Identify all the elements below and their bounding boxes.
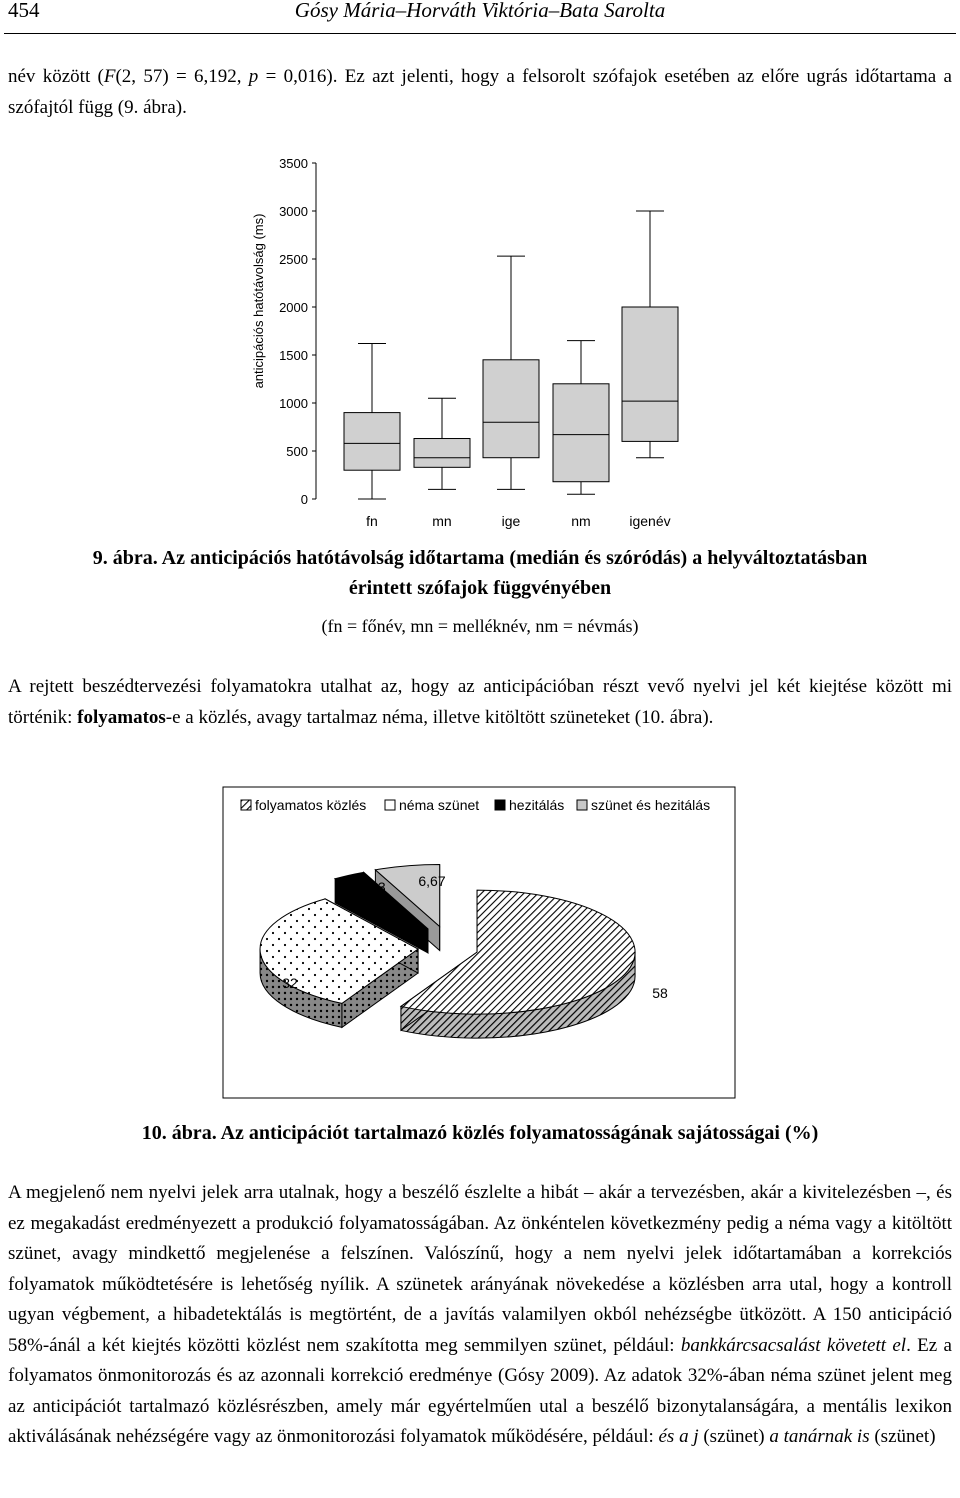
box-nm	[553, 341, 609, 495]
y-tick-label: 3000	[279, 204, 308, 219]
y-tick-label: 500	[286, 444, 308, 459]
page-number: 454	[8, 0, 40, 22]
legend-swatch	[495, 800, 505, 810]
y-tick-label: 0	[300, 492, 308, 507]
y-tick-label: 1500	[279, 348, 308, 363]
y-axis-label: anticipációs hatótávolság (ms)	[251, 213, 266, 389]
legend-label: szünet és hezitálás	[591, 797, 711, 813]
pie-data-label: 3,33	[358, 879, 386, 895]
box-iqr	[553, 384, 609, 482]
figure-10-pie-chart	[0, 780, 960, 1105]
box-ige	[483, 256, 539, 489]
box-iqr	[622, 307, 678, 441]
header-rule	[4, 33, 956, 34]
box-mn	[414, 398, 470, 489]
page-header	[0, 0, 960, 34]
x-tick-label: ige	[501, 513, 521, 529]
figure-9-legend-note: (fn = főnév, mn = melléknév, nm = névmás)	[321, 616, 639, 636]
x-tick-label: mn	[432, 513, 452, 529]
y-tick-label: 2500	[279, 252, 308, 267]
y-tick-label: 3500	[279, 156, 308, 171]
figure-10-caption: 10. ábra. Az anticipációt tartalmazó közlés folyamatosságának sajátosságai (%)	[141, 1122, 819, 1144]
box-igenév	[622, 211, 678, 458]
paragraph-body-2: A rejtett beszédtervezési folyamatokra utalhat az, hogy az anticipációban részt vevő nyelvi jel két kiejtése között mi történik: folyamatos-e a közlés, avagy tartalmaz néma, illetve kitöltött szüneteket (10. ábra).	[8, 676, 952, 728]
y-tick-label: 1000	[279, 396, 308, 411]
box-iqr	[414, 439, 470, 468]
box-iqr	[344, 413, 400, 471]
y-tick-label: 2000	[279, 300, 308, 315]
paragraph-body-3: A megjelenő nem nyelvi jelek arra utalnak, hogy a beszélő észlelte a hibát – akár a tervezésben, akár a kivitelezésben –, és ez megakadást eredményezett a produkció folyamatosságában. Az önkéntelen következmény pedig a néma vagy a kitöltött szünet, avagy mindkettő megjelenése a felszínen. Valószínű, hogy a nem nyelvi jelek időtartamában a korrekciós folyamatok működtetésére is lehetőség nyílik. A szünetek arányának növekedése a közlésben arra utal, hogy a kontroll ugyan végbement, a hibadetektálás is megtörtént, de a javítás valamilyen okból nehézségbe ütközött. A 150 anticipáció 58%-ánál a két kiejtés közötti közlést nem szakította meg semmilyen szünet, például: bankkárcsacsalást követett el. Ez a folyamatos önmonitorozás és az azonnali korrekció eredménye (Gósy 2009). Az adatok 32%-ában néma szünet jelent meg az anticipációt tartalmazó közlésrészben, amely már egyértelműen utal a beszélő bizonytalanságára, a mentális lexikon aktiválásának nehézségére vagy az önmonitorozási folyamatok működésére, például: és a j (szünet) a tanárnak is (szünet)	[8, 1182, 952, 1447]
running-authors: Gósy Mária–Horváth Viktória–Bata Sarolta	[294, 0, 666, 22]
x-tick-label: fn	[366, 513, 378, 529]
x-tick-label: nm	[571, 513, 591, 529]
x-tick-label: igenév	[629, 513, 671, 529]
paragraph-intro: név között (F(2, 57) = 6,192, p = 0,016). Ez azt jelenti, hogy a felsorolt szófajok esetében az előre ugrás időtartama a szófajtól függ (9. ábra).	[8, 66, 952, 118]
figure-9-boxplot	[0, 150, 960, 540]
box-fn	[344, 343, 400, 499]
legend-swatch	[385, 800, 395, 810]
pie-data-label: 32	[282, 975, 298, 991]
legend-label: hezitálás	[509, 797, 565, 813]
legend-swatch	[241, 800, 251, 810]
legend-item	[577, 797, 710, 813]
pie-data-label: 6,67	[418, 873, 446, 889]
box-iqr	[483, 360, 539, 458]
legend-swatch	[577, 800, 587, 810]
legend-label: néma szünet	[399, 797, 480, 813]
legend-item	[385, 797, 479, 813]
legend-label: folyamatos közlés	[255, 797, 367, 813]
figure-9-caption: 9. ábra. Az anticipációs hatótávolság időtartama (medián és szóródás) a helyváltoztatásban érintett szófajok függvényében	[92, 547, 868, 599]
pie-data-label: 58	[652, 985, 668, 1001]
legend-item	[241, 797, 366, 813]
